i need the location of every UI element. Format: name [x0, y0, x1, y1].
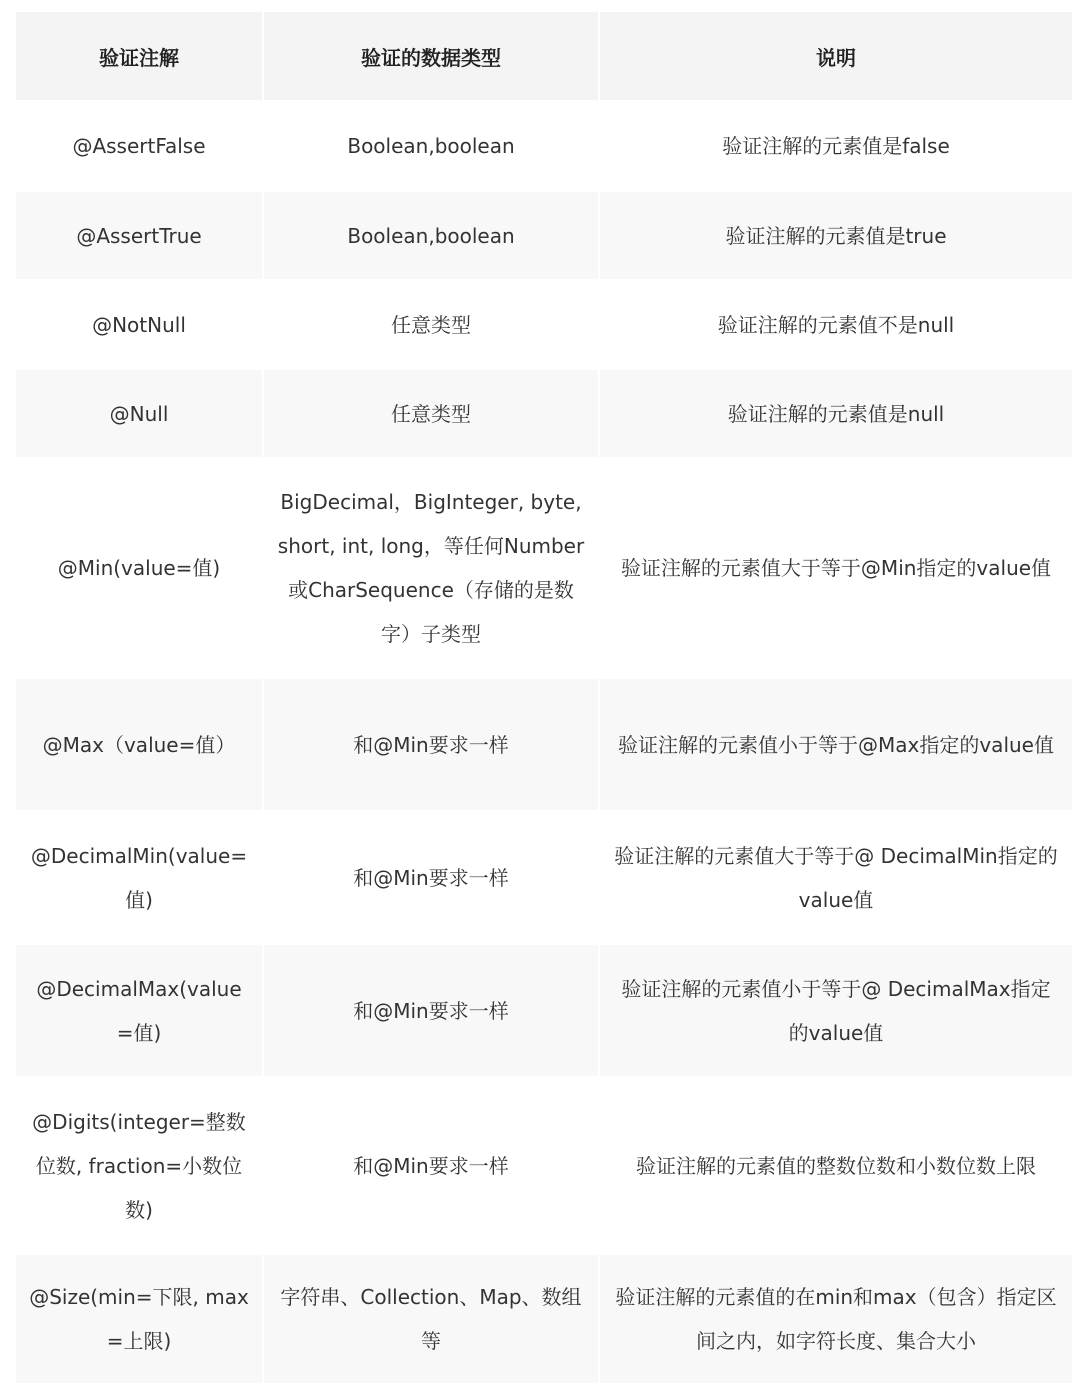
table-header-row	[16, 12, 1072, 100]
cell-types: 字符串、Collection、Map、数组等	[264, 1255, 598, 1383]
header-annotation: 验证注解	[16, 12, 262, 100]
table-row	[16, 281, 1072, 368]
cell-annotation: @DecimalMin(value=值)	[16, 812, 262, 943]
table-row	[16, 679, 1072, 810]
table-row	[16, 459, 1072, 677]
cell-description: 验证注解的元素值小于等于@Max指定的value值	[600, 679, 1072, 810]
table-row	[16, 945, 1072, 1076]
cell-types: 和@Min要求一样	[264, 679, 598, 810]
cell-types: Boolean,boolean	[264, 102, 598, 190]
cell-description: 验证注解的元素值大于等于@ DecimalMin指定的value值	[600, 812, 1072, 943]
validation-annotations-table	[14, 10, 1074, 1385]
cell-description: 验证注解的元素值的整数位数和小数位数上限	[600, 1078, 1072, 1253]
cell-annotation: @Null	[16, 370, 262, 457]
cell-annotation: @Digits(integer=整数位数, fraction=小数位数)	[16, 1078, 262, 1253]
table-row	[16, 102, 1072, 190]
header-data-types: 验证的数据类型	[264, 12, 598, 100]
cell-types: Boolean,boolean	[264, 192, 598, 279]
table-row	[16, 1078, 1072, 1253]
table-row	[16, 192, 1072, 279]
cell-description: 验证注解的元素值大于等于@Min指定的value值	[600, 459, 1072, 677]
cell-types: 和@Min要求一样	[264, 945, 598, 1076]
cell-description: 验证注解的元素值的在min和max（包含）指定区间之内，如字符长度、集合大小	[600, 1255, 1072, 1383]
header-description: 说明	[600, 12, 1072, 100]
cell-description: 验证注解的元素值是false	[600, 102, 1072, 190]
table-row	[16, 812, 1072, 943]
cell-annotation: @AssertTrue	[16, 192, 262, 279]
cell-annotation: @Min(value=值)	[16, 459, 262, 677]
cell-types: 任意类型	[264, 370, 598, 457]
cell-annotation: @AssertFalse	[16, 102, 262, 190]
cell-types: 和@Min要求一样	[264, 1078, 598, 1253]
validation-annotations-table-container	[14, 10, 1072, 1385]
cell-description: 验证注解的元素值小于等于@ DecimalMax指定的value值	[600, 945, 1072, 1076]
cell-types: 任意类型	[264, 281, 598, 368]
cell-description: 验证注解的元素值不是null	[600, 281, 1072, 368]
cell-types: BigDecimal，BigInteger, byte,short, int, long，等任何Number或CharSequence（存储的是数字）子类型	[264, 459, 598, 677]
cell-annotation: @DecimalMax(value=值)	[16, 945, 262, 1076]
table-row	[16, 1255, 1072, 1383]
cell-description: 验证注解的元素值是null	[600, 370, 1072, 457]
cell-types: 和@Min要求一样	[264, 812, 598, 943]
cell-annotation: @Size(min=下限, max=上限)	[16, 1255, 262, 1383]
cell-annotation: @Max（value=值）	[16, 679, 262, 810]
cell-annotation: @NotNull	[16, 281, 262, 368]
cell-description: 验证注解的元素值是true	[600, 192, 1072, 279]
table-row	[16, 370, 1072, 457]
